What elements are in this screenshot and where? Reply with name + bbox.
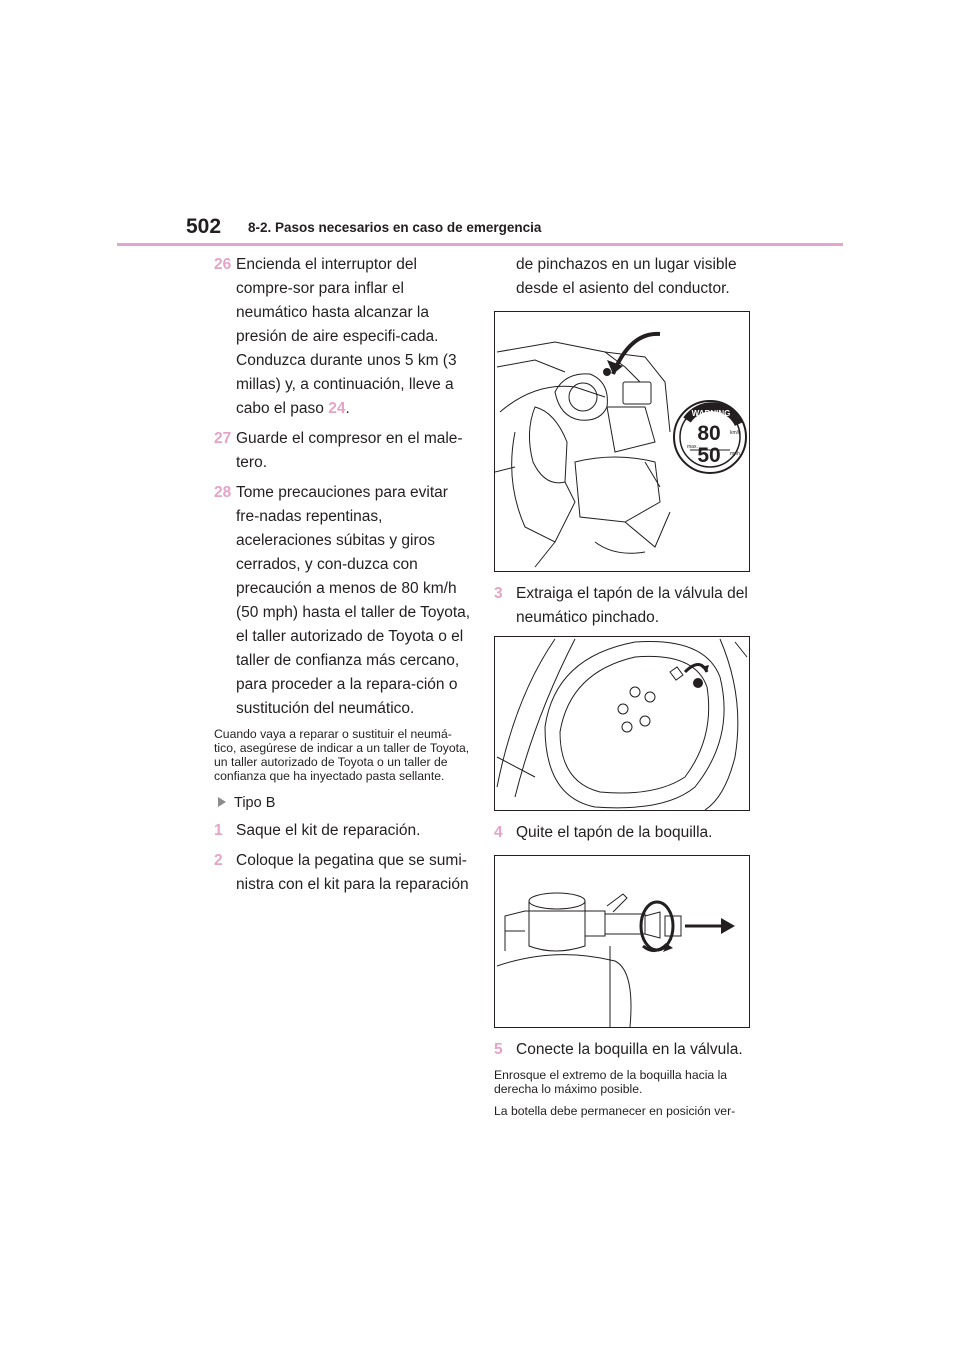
- nozzle-note: Enrosque el extremo de la boquilla hacia la derecha lo máximo posible.: [494, 1068, 728, 1096]
- step-number: 28: [214, 484, 232, 501]
- step-number: 5: [494, 1041, 503, 1058]
- step-text: Encienda el interruptor del compre-sor para inflar el neumático hasta alcanzar la presión de aire especifi-cada. Conduzca durante unos 5 km (3 millas) y, a continuación, lleve a cabo el paso: [236, 256, 457, 417]
- section-title: 8-2. Pasos necesarios en caso de emergencia: [248, 220, 542, 235]
- car-interior-illustration: [495, 312, 749, 571]
- step-1: [214, 819, 472, 843]
- step-27: [214, 427, 472, 475]
- step-2-continuation: de pinchazos en un lugar visible desde el asiento del conductor.: [516, 256, 737, 297]
- step-text: Conecte la boquilla en la válvula.: [516, 1041, 743, 1058]
- step-number: 26: [214, 256, 232, 273]
- nozzle-cap-illustration: [495, 856, 749, 1027]
- sticker-speed-mph: 50: [697, 444, 721, 467]
- subheading-label: Tipo B: [234, 795, 276, 811]
- step-text: Tome precauciones para evitar fre-nadas repentinas, aceleraciones súbitas y giros cerrados, y con-duzca con precaución a menos de 80 km/h (50 mph) hasta el taller de Toyota, el taller autorizado de Toyota o el taller de confianza más cercano, para proceder a la repara-ción o sustitución del neumático.: [236, 484, 471, 717]
- step-4: [494, 821, 756, 845]
- figure-car-interior-sticker: [494, 311, 750, 572]
- bottle-note: La botella debe permanecer en posición ver-: [494, 1104, 736, 1118]
- repair-note: Cuando vaya a reparar o sustituir el neumá-tico, asegúrese de indicar a un taller de Toyota, un taller autorizado de Toyota o un taller de confianza que ha inyectado pasta sellante.: [214, 727, 470, 783]
- left-column: [214, 253, 472, 903]
- tire-valve-illustration: [495, 637, 749, 810]
- sticker-warning-label: WARNING: [691, 409, 731, 418]
- step-2: [214, 849, 472, 897]
- step-3: [494, 582, 756, 630]
- triangle-bullet-icon: [218, 797, 226, 807]
- sticker-speed-kmh: 80: [697, 422, 721, 445]
- header-rule: [117, 243, 843, 246]
- page-number: 502: [186, 215, 222, 238]
- right-column: [494, 253, 756, 1126]
- step-text: Quite el tapón de la boquilla.: [516, 824, 713, 841]
- step-text: Extraiga el tapón de la válvula del neumático pinchado.: [516, 585, 748, 626]
- step-text: Coloque la pegatina que se sumi-nistra con el kit para la reparación: [236, 852, 469, 893]
- step-text: Guarde el compresor en el male-tero.: [236, 430, 463, 471]
- step-number: 1: [214, 822, 223, 839]
- step-number: 27: [214, 430, 232, 447]
- sticker-unit-kmh: km/h: [730, 430, 741, 436]
- step-number: 4: [494, 824, 503, 841]
- step-reference: 24: [328, 400, 346, 417]
- step-28: [214, 481, 472, 721]
- step-26: [214, 253, 472, 421]
- step-number: 2: [214, 852, 223, 869]
- subheading-tipo-b: [214, 793, 472, 813]
- step-text-tail: .: [345, 400, 350, 417]
- step-text: Saque el kit de reparación.: [236, 822, 421, 839]
- step-5: [494, 1038, 756, 1062]
- figure-tire-valve: [494, 636, 750, 811]
- warning-sticker: [674, 401, 746, 473]
- step-number: 3: [494, 585, 503, 602]
- sticker-max-label: max.: [687, 444, 698, 450]
- figure-nozzle-cap: [494, 855, 750, 1028]
- sticker-unit-mph: mph: [730, 451, 740, 457]
